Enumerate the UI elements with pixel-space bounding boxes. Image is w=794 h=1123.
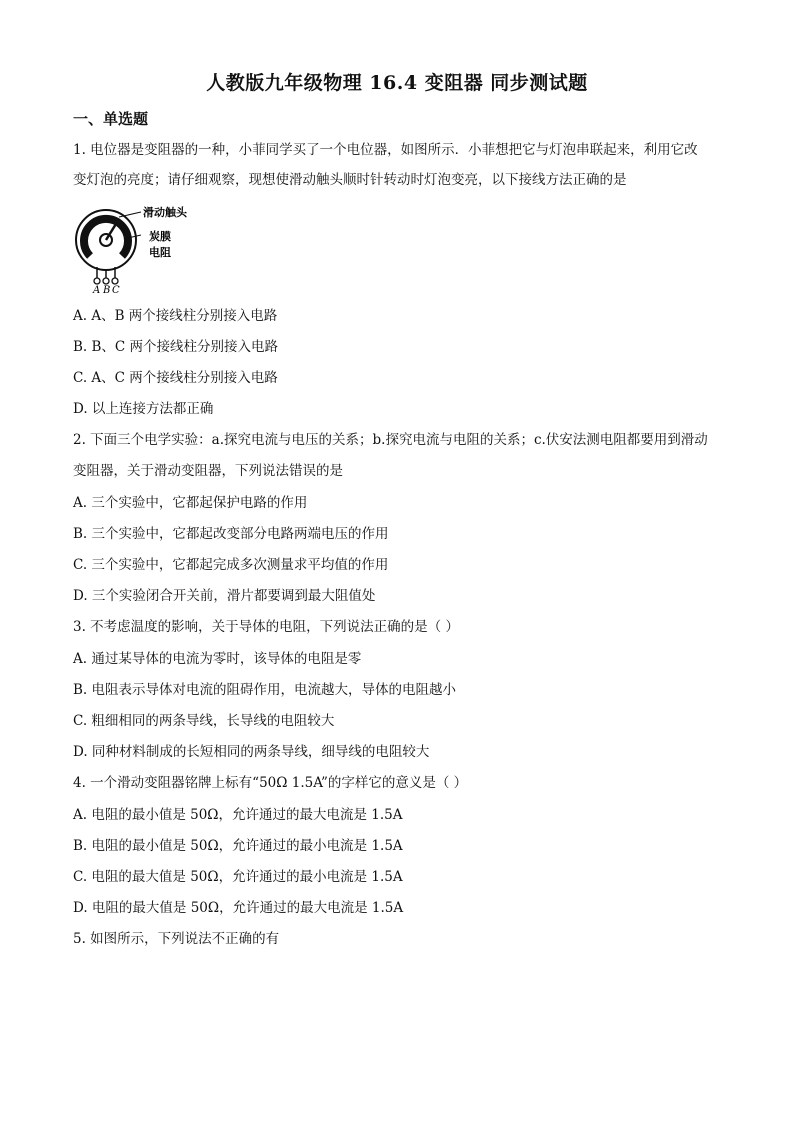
question-4-option-a[interactable]: A. 电阻的最小值是 50Ω，允许通过的最大电流是 1.5A bbox=[73, 807, 403, 823]
terminal-c bbox=[112, 278, 118, 284]
question-5-stem: 5. 如图所示，下列说法不正确的有 bbox=[73, 931, 280, 947]
question-2-option-b[interactable]: B. 三个实验中，它都起改变部分电路两端电压的作用 bbox=[73, 526, 389, 542]
question-2-stem-line-2: 变阻器，关于滑动变阻器，下列说法错误的是 bbox=[73, 463, 343, 479]
label-terminal-c: C bbox=[112, 285, 120, 294]
question-1-stem-line-1: 1. 电位器是变阻器的一种，小菲同学买了一个电位器，如图所示．小菲想把它与灯泡串联起来，利用它改 bbox=[73, 142, 698, 158]
terminal-a bbox=[94, 278, 100, 284]
potentiometer-diagram bbox=[73, 202, 198, 294]
terminal-b bbox=[103, 278, 109, 284]
question-2-option-a[interactable]: A. 三个实验中，它都起保护电路的作用 bbox=[73, 495, 308, 511]
question-3-option-b[interactable]: B. 电阻表示导体对电流的阻碍作用，电流越大，导体的电阻越小 bbox=[73, 682, 457, 698]
question-2-option-c[interactable]: C. 三个实验中，它都起完成多次测量求平均值的作用 bbox=[73, 557, 389, 573]
question-3-option-c[interactable]: C. 粗细相同的两条导线，长导线的电阻较大 bbox=[73, 713, 335, 729]
question-4-option-d[interactable]: D. 电阻的最大值是 50Ω，允许通过的最大电流是 1.5A bbox=[73, 900, 404, 916]
potentiometer-figure bbox=[73, 202, 198, 294]
question-1-option-c[interactable]: C. A、C 两个接线柱分别接入电路 bbox=[73, 370, 278, 386]
question-2-option-d[interactable]: D. 三个实验闭合开关前，滑片都要调到最大阻值处 bbox=[73, 588, 376, 604]
label-film-1: 炭膜 bbox=[149, 230, 171, 243]
question-4-stem: 4. 一个滑动变阻器铭牌上标有“50Ω 1.5A”的字样它的意义是（ ） bbox=[73, 775, 468, 791]
question-4-option-c[interactable]: C. 电阻的最大值是 50Ω，允许通过的最小电流是 1.5A bbox=[73, 869, 403, 885]
question-3-stem: 3. 不考虑温度的影响，关于导体的电阻，下列说法正确的是（ ） bbox=[73, 619, 459, 635]
label-terminal-a: A bbox=[93, 285, 101, 294]
label-slider: 滑动触头 bbox=[143, 206, 187, 219]
label-film-2: 电阻 bbox=[149, 246, 171, 259]
question-3-option-d[interactable]: D. 同种材料制成的长短相同的两条导线，细导线的电阻较大 bbox=[73, 744, 430, 760]
question-3-option-a[interactable]: A. 通过某导体的电流为零时，该导体的电阻是零 bbox=[73, 651, 362, 667]
question-2-stem-line-1: 2. 下面三个电学实验：a.探究电流与电压的关系；b.探究电流与电阻的关系；c.伏安法测电阻都要用到滑动 bbox=[73, 432, 708, 448]
question-1-option-b[interactable]: B. B、C 两个接线柱分别接入电路 bbox=[73, 339, 279, 355]
section-title: 一、单选题 bbox=[73, 110, 149, 128]
question-1-option-d[interactable]: D. 以上连接方法都正确 bbox=[73, 401, 214, 417]
question-1-stem-line-2: 变灯泡的亮度；请仔细观察，现想使滑动触头顺时针转动时灯泡变亮，以下接线方法正确的是 bbox=[73, 172, 627, 188]
label-terminal-b: B bbox=[103, 285, 111, 294]
page-title: 人教版九年级物理 16.4 变阻器 同步测试题 bbox=[206, 72, 588, 94]
question-4-option-b[interactable]: B. 电阻的最小值是 50Ω，允许通过的最小电流是 1.5A bbox=[73, 838, 403, 854]
question-1-option-a[interactable]: A. A、B 两个接线柱分别接入电路 bbox=[73, 308, 278, 324]
